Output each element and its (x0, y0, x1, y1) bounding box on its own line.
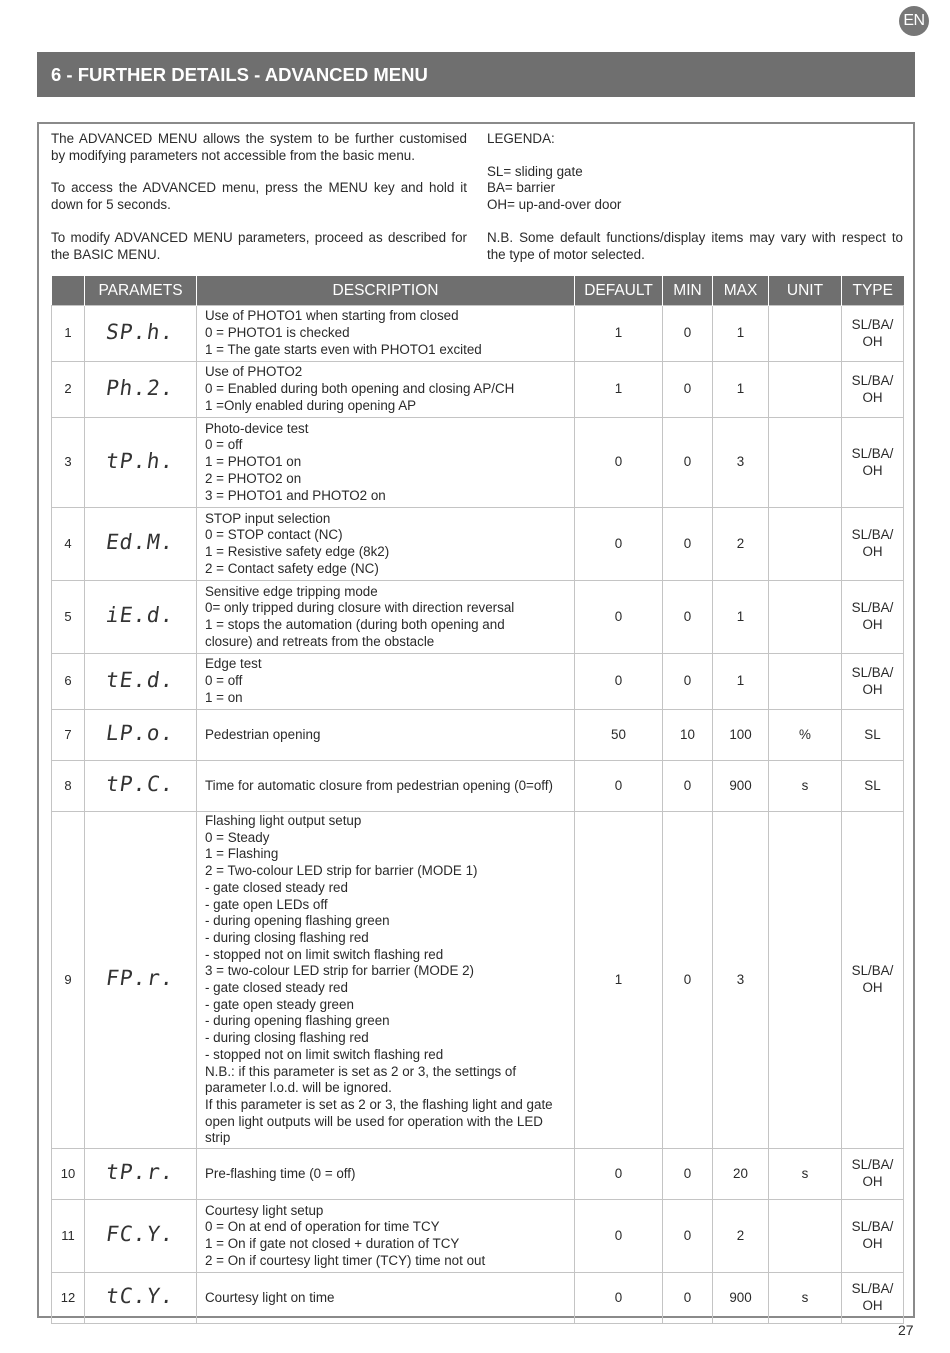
min-value: 0 (663, 418, 713, 508)
description-line: 1 = Flashing (205, 846, 279, 862)
unit-value (769, 362, 842, 418)
row-number: 11 (52, 1200, 85, 1273)
unit-value (769, 812, 842, 1149)
description-line: - during closing flashing red (205, 1030, 369, 1046)
description-line: 0 = Enabled during both opening and closing AP/CH (205, 381, 515, 397)
description-line: 2 = Contact safety edge (NC) (205, 560, 379, 576)
min-value: 0 (663, 654, 713, 710)
type-line: SL/BA/ (851, 1281, 894, 1297)
description-line: 1 =Only enabled during opening AP (205, 397, 417, 413)
parameter-code-cell (85, 761, 197, 812)
type-line: OH (862, 681, 883, 697)
description-line: STOP input selection (205, 510, 331, 526)
header-number (52, 276, 85, 306)
max-value: 3 (713, 418, 769, 508)
description-cell (197, 710, 575, 761)
default-value: 0 (575, 1273, 663, 1324)
min-value: 0 (663, 812, 713, 1149)
unit-value: s (769, 1149, 842, 1200)
description-line: 0 = PHOTO1 is checked (205, 325, 350, 341)
parameter-code-cell (85, 710, 197, 761)
row-number: 7 (52, 710, 85, 761)
description-line: 0 = Steady (205, 829, 270, 845)
description-line: 0 = off (205, 673, 243, 689)
description-line: Edge test (205, 656, 262, 672)
legend-item: BA= barrier (487, 180, 556, 196)
type-line: SL/BA/ (851, 1219, 894, 1235)
default-value: 0 (575, 761, 663, 812)
description-cell (197, 812, 575, 1149)
parameter-code-cell (85, 418, 197, 508)
default-value: 0 (575, 654, 663, 710)
unit-value (769, 418, 842, 508)
table-row (52, 418, 904, 508)
parameter-code-display: SP.h. (104, 319, 177, 344)
description-cell (197, 1200, 575, 1273)
type-cell (842, 508, 904, 581)
description-cell (197, 362, 575, 418)
parameter-code-display: tE.d. (104, 667, 177, 692)
unit-value: s (769, 761, 842, 812)
row-number: 2 (52, 362, 85, 418)
type-line: OH (862, 333, 883, 349)
description-line: 1 = stops the automation (during both opening and (205, 617, 505, 632)
description-line: 2 = Two-colour LED strip for barrier (MODE 1) (205, 863, 478, 879)
parameter-code-display: Ph.2. (104, 375, 177, 400)
type-cell (842, 654, 904, 710)
min-value: 0 (663, 1200, 713, 1273)
type-cell (842, 362, 904, 418)
row-number: 4 (52, 508, 85, 581)
type-cell (842, 1149, 904, 1200)
type-line: SL/BA/ (851, 316, 894, 332)
description-cell (197, 306, 575, 362)
intro-paragraph-2: To access the ADVANCED menu, press the MENU key and hold it down for 5 seconds. (51, 180, 467, 213)
max-value: 1 (713, 581, 769, 654)
default-value: 0 (575, 418, 663, 508)
header-min: MIN (663, 276, 713, 306)
description-cell (197, 1149, 575, 1200)
parameter-code-cell (85, 1200, 197, 1273)
type-line: OH (862, 1174, 883, 1190)
type-cell (842, 1273, 904, 1324)
type-line: OH (862, 389, 883, 405)
intro-text (51, 131, 467, 279)
min-value: 0 (663, 1149, 713, 1200)
description-line: Flashing light output setup (205, 813, 362, 828)
description-line: Sensitive edge tripping mode (205, 583, 378, 599)
description-line: parameter l.o.d. will be ignored. (205, 1080, 392, 1096)
description-line: 1 = on (205, 689, 243, 705)
row-number: 3 (52, 418, 85, 508)
max-value: 1 (713, 654, 769, 710)
type-line: OH (862, 544, 883, 559)
table-row (52, 710, 904, 761)
parameter-code-cell (85, 1273, 197, 1324)
legend-item: SL= sliding gate (487, 163, 583, 179)
parameter-code-display: FP.r. (104, 966, 177, 991)
type-line: OH (862, 1236, 883, 1252)
parameter-code-display: iE.d. (104, 603, 177, 628)
unit-value (769, 508, 842, 581)
description-line: Courtesy light setup (205, 1202, 324, 1218)
unit-value (769, 306, 842, 362)
max-value: 20 (713, 1149, 769, 1200)
type-cell (842, 1200, 904, 1273)
type-cell (842, 581, 904, 654)
type-line: SL/BA/ (851, 1157, 894, 1173)
parameter-code-cell (85, 362, 197, 418)
min-value: 0 (663, 508, 713, 581)
description-line: - gate open steady green (205, 996, 354, 1012)
type-line: SL/BA/ (851, 664, 894, 680)
description-line: 0 = On at end of operation for time TCY (205, 1219, 440, 1235)
min-value: 0 (663, 581, 713, 654)
type-line: SL/BA/ (851, 600, 894, 616)
table-row (52, 306, 904, 362)
parameters-table (51, 276, 904, 1324)
description-line: 2 = PHOTO2 on (205, 470, 302, 486)
description-line: 2 = On if courtesy light timer (TCY) time not out (205, 1252, 486, 1268)
legend-title: LEGENDA: (487, 131, 555, 146)
language-badge: EN (899, 6, 929, 36)
default-value: 1 (575, 812, 663, 1149)
parameter-code-display: tC.Y. (104, 1284, 177, 1309)
description-cell (197, 654, 575, 710)
type-line: SL/BA/ (851, 527, 894, 543)
description-line: - stopped not on limit switch flashing red (205, 1046, 444, 1062)
table-row (52, 1200, 904, 1273)
description-line: 3 = two-colour LED strip for barrier (MODE 2) (205, 963, 475, 979)
description-line: - during closing flashing red (205, 929, 369, 945)
unit-value (769, 654, 842, 710)
max-value: 3 (713, 812, 769, 1149)
type-line: SL/BA/ (851, 445, 894, 461)
parameter-code-cell (85, 306, 197, 362)
default-value: 0 (575, 508, 663, 581)
legend-list (487, 164, 903, 214)
row-number: 10 (52, 1149, 85, 1200)
default-value: 50 (575, 710, 663, 761)
description-cell (197, 761, 575, 812)
description-line: 1 = Resistive safety edge (8k2) (205, 544, 390, 559)
type-line: OH (862, 980, 883, 996)
type-line: OH (862, 462, 883, 478)
min-value: 0 (663, 306, 713, 362)
parameter-code-display: LP.o. (104, 721, 177, 746)
default-value: 1 (575, 306, 663, 362)
description-cell (197, 508, 575, 581)
description-line: open light outputs will be used for operation with the LED strip (205, 1113, 543, 1146)
min-value: 0 (663, 1273, 713, 1324)
unit-value: % (769, 710, 842, 761)
description-cell (197, 1273, 575, 1324)
description-line: Pre-flashing time (0 = off) (205, 1165, 356, 1181)
type-line: SL (864, 726, 881, 742)
description-cell (197, 581, 575, 654)
header-description: DESCRIPTION (197, 276, 575, 306)
description-line: Photo-device test (205, 420, 309, 436)
table-row (52, 761, 904, 812)
max-value: 900 (713, 1273, 769, 1324)
description-line: Courtesy light on time (205, 1289, 335, 1305)
parameter-code-display: tP.r. (104, 1160, 177, 1185)
parameter-code-cell (85, 508, 197, 581)
type-line: SL (864, 777, 881, 793)
max-value: 2 (713, 508, 769, 581)
min-value: 0 (663, 761, 713, 812)
type-line: OH (862, 1298, 883, 1314)
description-cell (197, 418, 575, 508)
description-line: 0 = off (205, 437, 243, 453)
max-value: 2 (713, 1200, 769, 1273)
description-line: 1 = On if gate not closed + duration of TCY (205, 1236, 460, 1252)
description-line: Pedestrian opening (205, 726, 321, 742)
legend-note: N.B. Some default functions/display items may vary with respect to the type of motor selected. (487, 229, 903, 262)
parameter-code-display: tP.C. (104, 772, 177, 797)
parameter-code-cell (85, 812, 197, 1149)
max-value: 1 (713, 306, 769, 362)
row-number: 9 (52, 812, 85, 1149)
unit-value (769, 581, 842, 654)
table-row (52, 508, 904, 581)
header-unit: UNIT (769, 276, 842, 306)
legend (487, 131, 903, 279)
parameter-code-display: tP.h. (104, 448, 177, 473)
row-number: 6 (52, 654, 85, 710)
description-line: If this parameter is set as 2 or 3, the flashing light and gate (205, 1096, 553, 1112)
type-cell (842, 812, 904, 1149)
header-parameters: PARAMETS (85, 276, 197, 306)
type-cell (842, 761, 904, 812)
unit-value (769, 1200, 842, 1273)
default-value: 0 (575, 581, 663, 654)
table-header-row (52, 276, 904, 306)
description-line: 1 = PHOTO1 on (205, 454, 302, 470)
default-value: 0 (575, 1200, 663, 1273)
type-line: SL/BA/ (851, 963, 894, 979)
legend-item: OH= up-and-over door (487, 197, 622, 213)
parameter-code-display: FC.Y. (104, 1222, 177, 1247)
description-line: - gate open LEDs off (205, 896, 328, 912)
description-line: - during opening flashing green (205, 1013, 390, 1029)
row-number: 5 (52, 581, 85, 654)
header-default: DEFAULT (575, 276, 663, 306)
parameter-code-cell (85, 654, 197, 710)
min-value: 0 (663, 362, 713, 418)
table-row (52, 654, 904, 710)
parameter-code-cell (85, 1149, 197, 1200)
page-number: 27 (898, 1322, 914, 1338)
unit-value: s (769, 1273, 842, 1324)
row-number: 8 (52, 761, 85, 812)
type-cell (842, 306, 904, 362)
description-line: - stopped not on limit switch flashing red (205, 946, 444, 962)
description-line: 0 = STOP contact (NC) (205, 527, 343, 543)
table-row (52, 812, 904, 1149)
intro-paragraph-1: The ADVANCED MENU allows the system to be further customised by modifying parameters not accessible from the basic menu. (51, 131, 467, 163)
row-number: 1 (52, 306, 85, 362)
max-value: 1 (713, 362, 769, 418)
table-row (52, 1149, 904, 1200)
min-value: 10 (663, 710, 713, 761)
table-row (52, 1273, 904, 1324)
table-row (52, 362, 904, 418)
header-max: MAX (713, 276, 769, 306)
max-value: 100 (713, 710, 769, 761)
description-line: closure) and retreats from the obstacle (205, 633, 435, 649)
row-number: 12 (52, 1273, 85, 1324)
type-line: SL/BA/ (851, 372, 894, 388)
table-body (52, 306, 904, 1324)
description-line: Use of PHOTO1 when starting from closed (205, 308, 459, 324)
parameter-code-cell (85, 581, 197, 654)
parameter-code-display: Ed.M. (104, 530, 177, 555)
description-line: - during opening flashing green (205, 913, 390, 929)
description-line: 3 = PHOTO1 and PHOTO2 on (205, 487, 386, 503)
header-type: TYPE (842, 276, 904, 306)
description-line: - gate closed steady red (205, 980, 348, 996)
type-cell (842, 418, 904, 508)
description-line: N.B.: if this parameter is set as 2 or 3, the settings of (205, 1063, 517, 1079)
section-title: 6 - FURTHER DETAILS - ADVANCED MENU (37, 52, 915, 97)
description-line: Time for automatic closure from pedestrian opening (0=off) (205, 777, 553, 793)
description-line: - gate closed steady red (205, 879, 348, 895)
table-row (52, 581, 904, 654)
intro-paragraph-3: To modify ADVANCED MENU parameters, proceed as described for the BASIC MENU. (51, 229, 467, 262)
default-value: 1 (575, 362, 663, 418)
description-line: 1 = The gate starts even with PHOTO1 excited (205, 341, 482, 357)
type-line: OH (862, 617, 883, 632)
description-line: Use of PHOTO2 (205, 364, 303, 380)
description-line: 0= only tripped during closure with direction reversal (205, 600, 515, 616)
default-value: 0 (575, 1149, 663, 1200)
type-cell (842, 710, 904, 761)
max-value: 900 (713, 761, 769, 812)
